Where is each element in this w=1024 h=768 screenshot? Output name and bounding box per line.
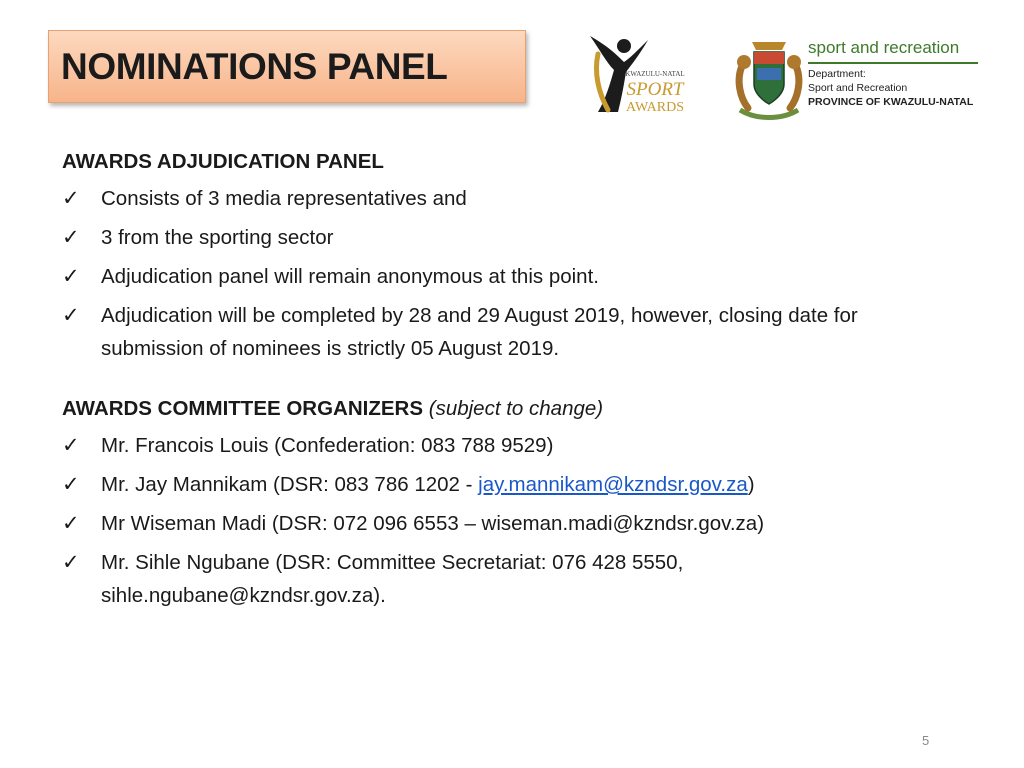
committee-heading	[62, 397, 947, 421]
checkmark-icon: ✓	[62, 434, 80, 457]
list-item-text: 3 from the sporting sector	[101, 226, 334, 249]
list-item	[62, 429, 947, 462]
committee-list	[62, 429, 947, 612]
slide-content	[62, 150, 947, 618]
checkmark-icon: ✓	[62, 551, 80, 574]
page-number: 5	[922, 733, 930, 748]
checkmark-icon: ✓	[62, 304, 80, 327]
sport-awards-logo-line1: KWAZULU-NATAL	[625, 70, 685, 78]
list-item	[62, 546, 947, 612]
list-item-text: Adjudication will be completed by 28 and 29 August 2019, however, closing date for submission of nominees is strictly 05 August 2019.	[101, 304, 858, 360]
checkmark-icon: ✓	[62, 187, 80, 210]
committee-heading-text: AWARDS COMMITTEE ORGANIZERS	[62, 397, 424, 420]
list-item	[62, 507, 947, 540]
list-item	[62, 182, 947, 215]
slide-title: NOMINATIONS PANEL	[61, 45, 448, 87]
department-logo-line2: Sport and Recreation	[808, 82, 908, 94]
list-item	[62, 260, 947, 293]
checkmark-icon: ✓	[62, 226, 80, 249]
list-item	[62, 299, 947, 365]
slide-title-box	[48, 30, 526, 103]
adjudication-list	[62, 182, 947, 365]
committee-heading-note: (subject to change)	[428, 397, 604, 420]
department-logo-line3: PROVINCE OF KWAZULU-NATAL	[808, 96, 974, 108]
list-item-text: Adjudication panel will remain anonymous at this point.	[101, 265, 599, 288]
list-item-text-before: Mr. Jay Mannikam (DSR: 083 786 1202 -	[101, 473, 479, 496]
email-link[interactable]: jay.mannikam@kzndsr.gov.za	[478, 473, 748, 496]
department-logo	[734, 32, 980, 124]
coat-of-arms-icon	[734, 36, 804, 124]
sport-awards-logo	[584, 32, 700, 114]
list-item-text: Consists of 3 media representatives and	[101, 187, 467, 210]
department-logo-title: sport and recreation	[808, 38, 960, 57]
sport-awards-logo-line2: SPORT	[626, 79, 684, 100]
list-item-text: Mr Wiseman Madi (DSR: 072 096 6553 – wiseman.madi@kzndsr.gov.za)	[101, 512, 765, 535]
list-item-text: Mr. Sihle Ngubane (DSR: Committee Secretariat: 076 428 5550, sihle.ngubane@kzndsr.gov.za).	[101, 551, 684, 607]
checkmark-icon: ✓	[62, 473, 80, 496]
list-item-text-after: )	[747, 473, 755, 496]
list-item-text: Mr. Francois Louis (Confederation: 083 788 9529)	[101, 434, 554, 457]
sport-awards-logo-line3: AWARDS	[626, 100, 684, 114]
department-logo-rule	[808, 62, 978, 64]
adjudication-heading	[62, 150, 947, 174]
list-item	[62, 221, 947, 254]
checkmark-icon: ✓	[62, 265, 80, 288]
list-item	[62, 468, 947, 501]
checkmark-icon: ✓	[62, 512, 80, 535]
department-logo-line1: Department:	[808, 68, 866, 80]
adjudication-heading-text: AWARDS ADJUDICATION PANEL	[62, 150, 384, 173]
